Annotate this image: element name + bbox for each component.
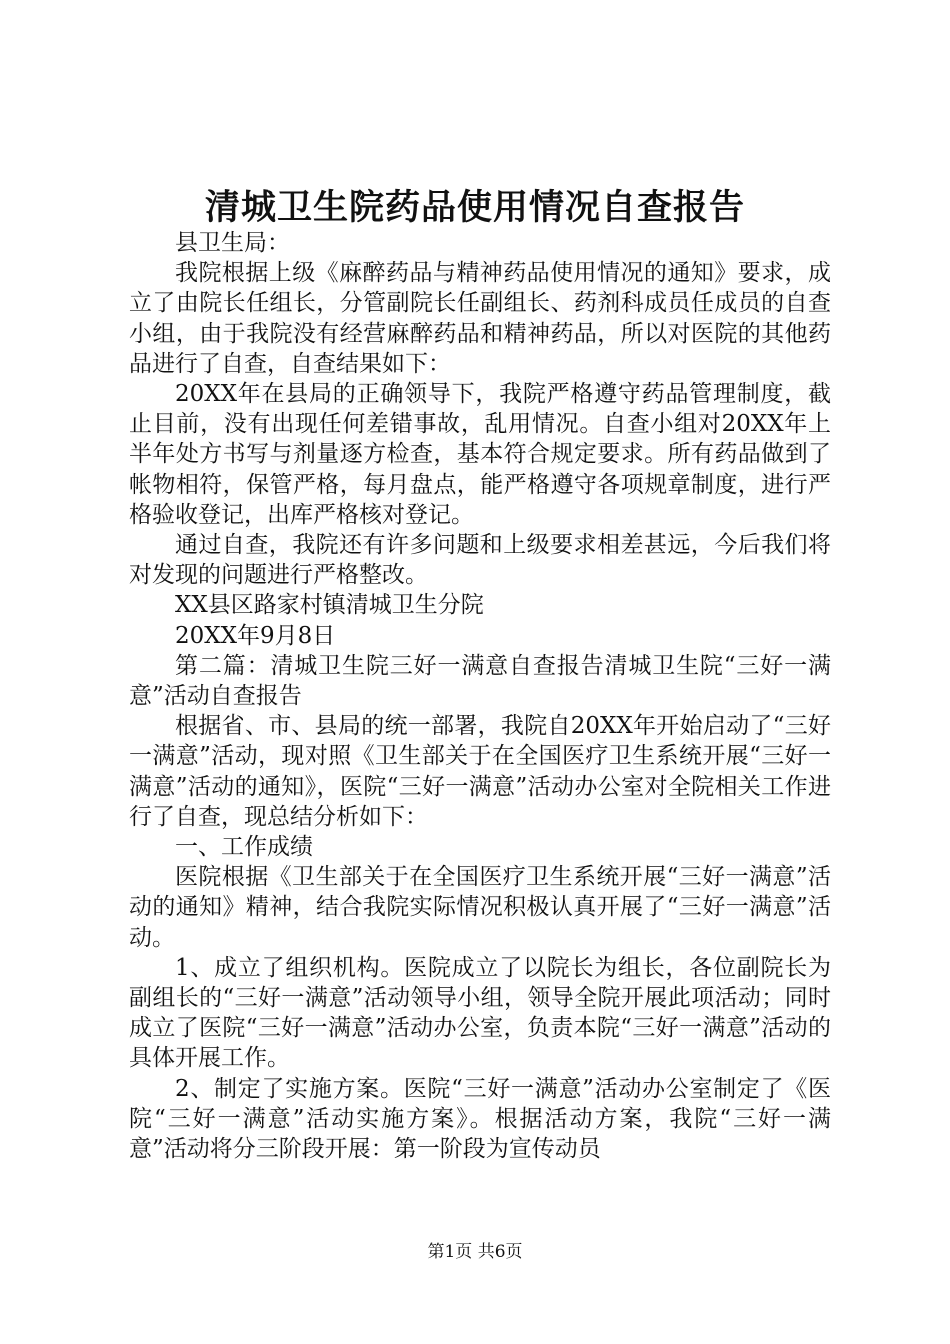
paragraph: 我院根据上级《麻醉药品与精神药品使用情况的通知》要求，成立了由院长任组长，分管副院长任副组长、药剂科成员任成员的自查小组，由于我院没有经营麻醉药品和精神药品，所以对医院的其他药品进行了自查，自查结果如下： — [129, 260, 831, 377]
salutation: 县卫生局： — [175, 230, 290, 256]
paragraph: 根据省、市、县局的统一部署，我院自20XX年开始启动了“三好一满意”活动，现对照《卫生部关于在全国医疗卫生系统开展“三好一满意”活动的通知》，医院“三好一满意”活动办公室对全院相关工作进行了自查，现总结分析如下： — [129, 713, 831, 830]
section-heading: 第二篇：清城卫生院三好一满意自查报告清城卫生院“三好一满意”活动自查报告 — [129, 652, 831, 710]
paragraph: 医院根据《卫生部关于在全国医疗卫生系统开展“三好一满意”活动的通知》精神，结合我院实际情况积极认真开展了“三好一满意”活动。 — [129, 864, 831, 951]
subsection-heading: 一、工作成绩 — [175, 834, 313, 861]
paragraph: 20XX年在县局的正确领导下，我院严格遵守药品管理制度，截止目前，没有出现任何差错事故，乱用情况。自查小组对20XX年上半年处方书写与剂量逐方检查，基本符合规定要求。所有药品做到了帐物相符，保管严格，每月盘点，能严格遵守各项规章制度，进行严格验收登记，出库严格核对登记。 — [129, 381, 831, 528]
paragraph: 通过自查，我院还有许多问题和上级要求相差甚远，今后我们将对发现的问题进行严格整改。 — [129, 532, 831, 589]
signature-date: 20XX年9月8日 — [175, 622, 336, 649]
document-title: 清城卫生院药品使用情况自查报告 — [204, 187, 745, 228]
paragraph: 2、制定了实施方案。医院“三好一满意”活动办公室制定了《医院“三好一满意”活动实施方案》。根据活动方案，我院“三好一满意”活动将分三阶段开展：第一阶段为宣传动员 — [129, 1075, 831, 1163]
signature-organization: XX县区路家村镇清城卫生分院 — [175, 592, 484, 619]
paragraph: 1、成立了组织机构。医院成立了以院长为组长，各位副院长为副组长的“三好一满意”活动领导小组，领导全院开展此项活动；同时成立了医院“三好一满意”活动办公室，负责本院“三好一满意”活动的具体开展工作。 — [129, 954, 831, 1072]
page-number-footer: 第1页 共6页 — [427, 1242, 523, 1262]
document-body — [129, 228, 831, 1164]
